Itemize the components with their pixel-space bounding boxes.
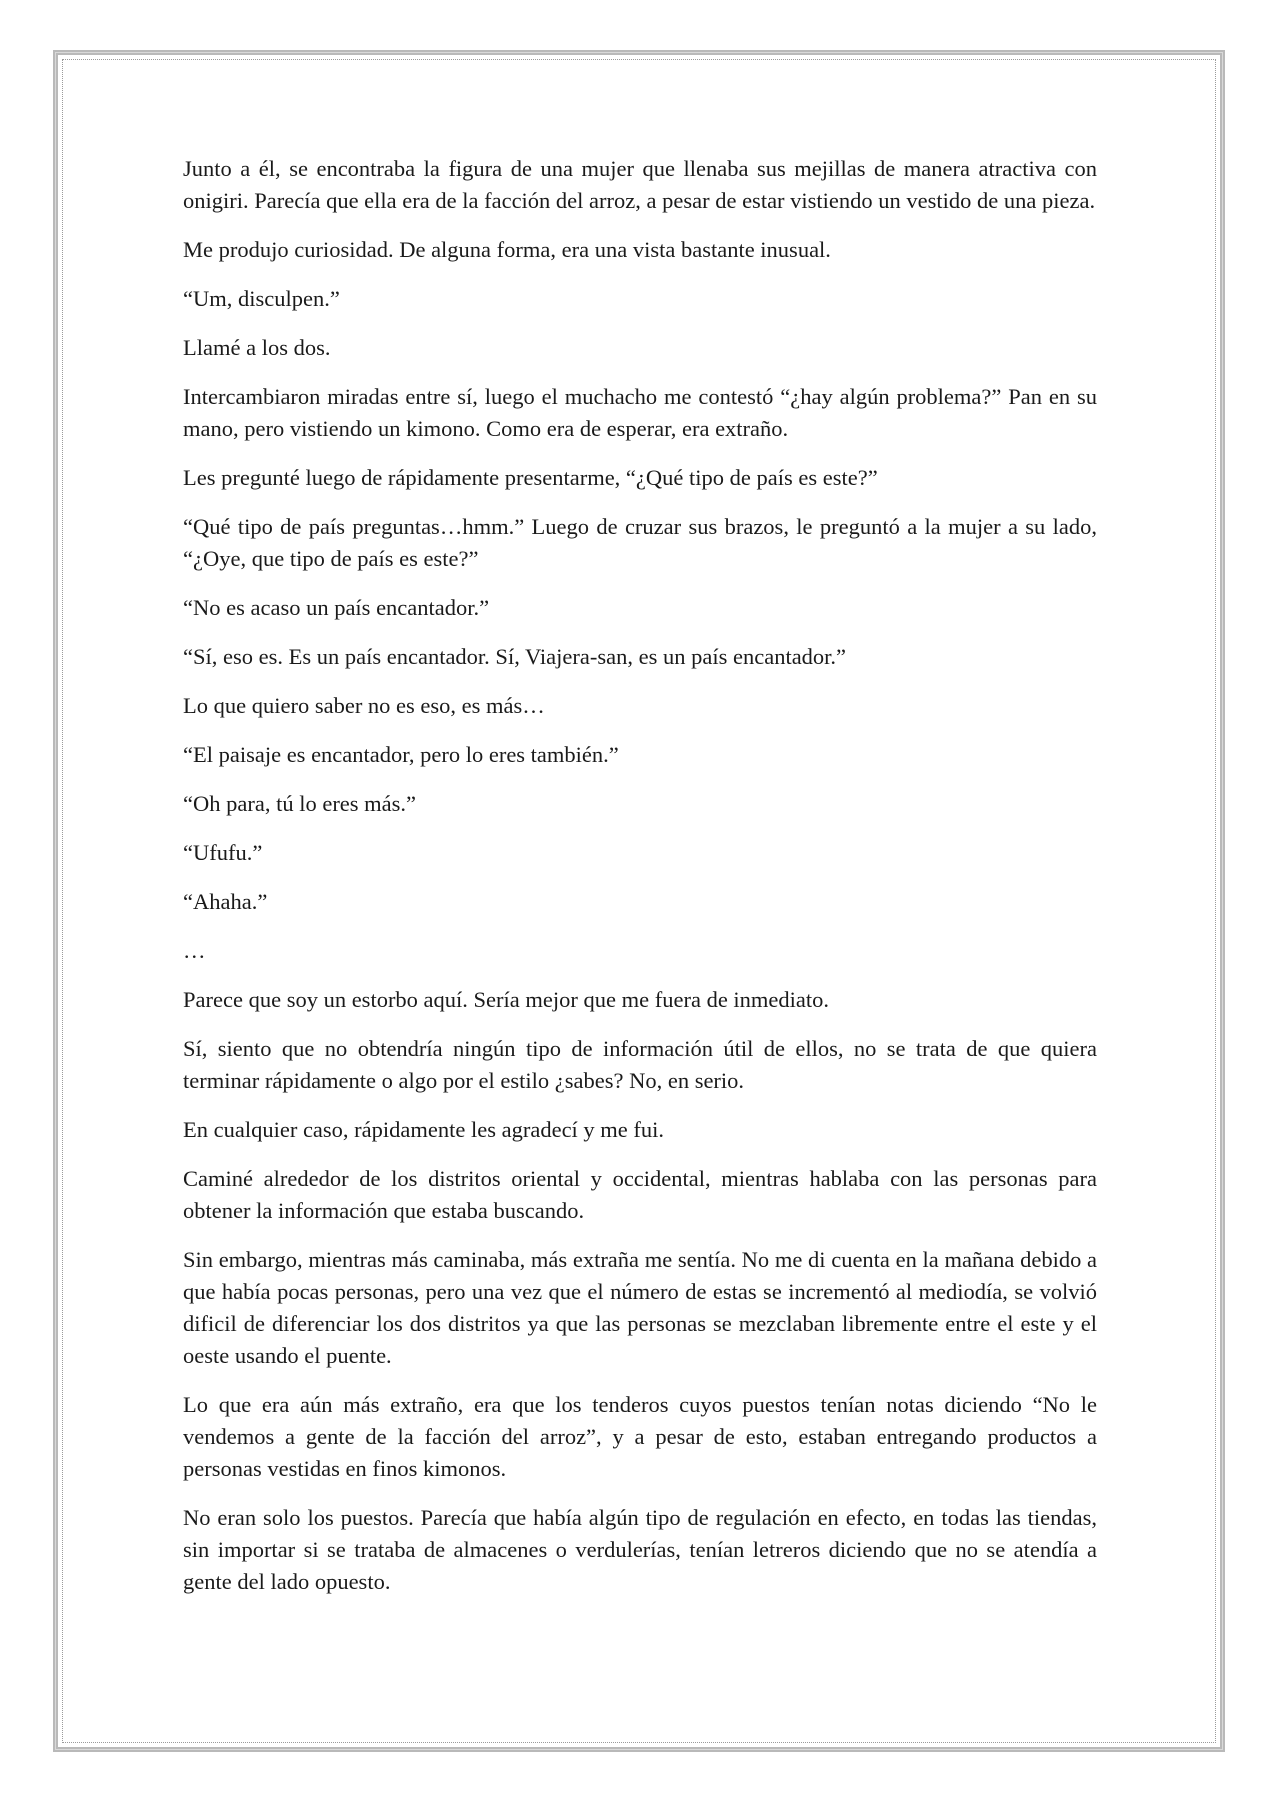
paragraph: Sin embargo, mientras más caminaba, más extraña me sentía. No me di cuenta en la mañana debido a que había pocas personas, pero una vez que el número de estas se incrementó al mediodía, se volvió dificil de diferenciar los dos distritos ya que las personas se mezclaban libremente entre el este y el oeste usando el puente. — [183, 1247, 1097, 1368]
paragraph: Lo que quiero saber no es eso, es más… — [183, 693, 545, 718]
paragraph: “Qué tipo de país preguntas…hmm.” Luego de cruzar sus brazos, le preguntó a la mujer a su lado, “¿Oye, que tipo de país es este?” — [183, 514, 1097, 571]
paragraph: Les pregunté luego de rápidamente presentarme, “¿Qué tipo de país es este?” — [183, 465, 878, 490]
paragraph: Junto a él, se encontraba la figura de una mujer que llenaba sus mejillas de manera atractiva con onigiri. Parecía que ella era de la facción del arroz, a pesar de estar vistiendo un vestido de una pieza. — [183, 156, 1097, 213]
paragraph: “El paisaje es encantador, pero lo eres también.” — [183, 742, 619, 767]
paragraph: “Um, disculpen.” — [183, 286, 340, 311]
paragraph: “Sí, eso es. Es un país encantador. Sí, Viajera-san, es un país encantador.” — [183, 644, 847, 669]
paragraph: Sí, siento que no obtendría ningún tipo de información útil de ellos, no se trata de que quiera terminar rápidamente o algo por el estilo ¿sabes? No, en serio. — [183, 1036, 1097, 1093]
paragraph: Parece que soy un estorbo aquí. Sería mejor que me fuera de inmediato. — [183, 987, 830, 1012]
paragraph: No eran solo los puestos. Parecía que había algún tipo de regulación en efecto, en todas las tiendas, sin importar si se trataba de almacenes o verdulerías, tenían letreros diciendo que no se atendía a gente del lado opuesto. — [183, 1505, 1097, 1594]
paragraph: En cualquier caso, rápidamente les agradecí y me fui. — [183, 1117, 665, 1142]
paragraph: Intercambiaron miradas entre sí, luego el muchacho me contestó “¿hay algún problema?” Pan en su mano, pero vistiendo un kimono. Como era de esperar, era extraño. — [183, 384, 1097, 441]
paragraph: Lo que era aún más extraño, era que los tenderos cuyos puestos tenían notas diciendo “No le vendemos a gente de la facción del arroz”, y a pesar de esto, estaban entregando productos a personas vestidas en finos kimonos. — [183, 1392, 1097, 1481]
paragraph: Llamé a los dos. — [183, 335, 331, 360]
paragraph: “Ufufu.” — [183, 840, 263, 865]
paragraph: “No es acaso un país encantador.” — [183, 595, 490, 620]
paragraph: Me produjo curiosidad. De alguna forma, era una vista bastante inusual. — [183, 237, 831, 262]
paragraph: “Ahaha.” — [183, 889, 268, 914]
paragraph: “Oh para, tú lo eres más.” — [183, 791, 417, 816]
paragraph: Caminé alrededor de los distritos oriental y occidental, mientras hablaba con las personas para obtener la información que estaba buscando. — [183, 1166, 1097, 1223]
document-body — [183, 153, 1097, 1615]
paragraph: … — [183, 938, 206, 963]
